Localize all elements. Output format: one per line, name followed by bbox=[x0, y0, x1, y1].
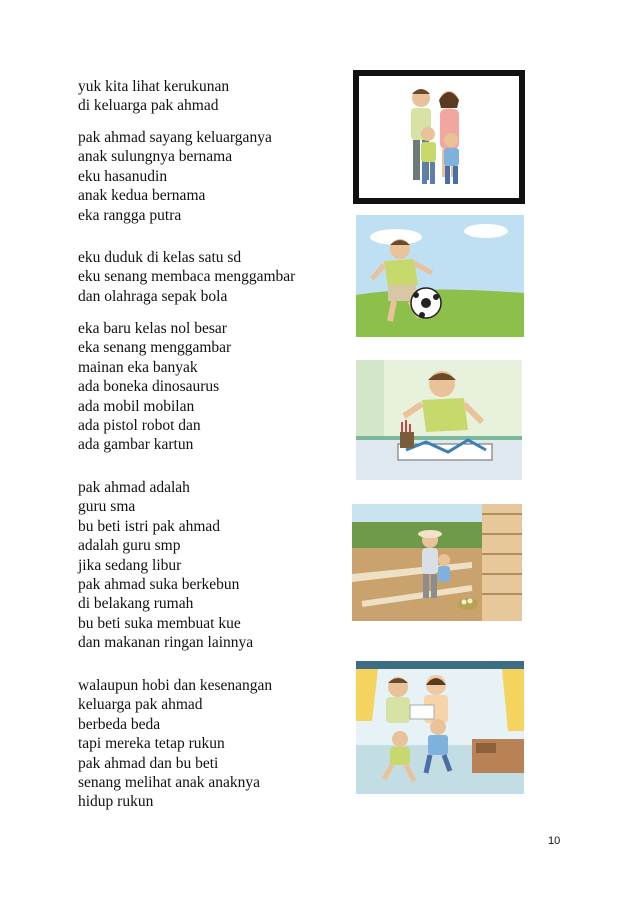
text-line: bu beti istri pak ahmad bbox=[78, 517, 221, 535]
text-line: berbeda beda bbox=[78, 715, 161, 733]
text-line: di keluarga pak ahmad bbox=[78, 97, 219, 115]
text-line: ada pistol robot dan bbox=[78, 417, 201, 435]
text-line: mainan eka banyak bbox=[78, 358, 198, 376]
family-illustration bbox=[353, 70, 525, 204]
text-line: pak ahmad dan bu beti bbox=[78, 754, 219, 772]
text-line: senang melihat anak anaknya bbox=[78, 774, 261, 792]
text-line: eku hasanudin bbox=[78, 167, 168, 185]
text-line: jika sedang libur bbox=[78, 556, 182, 574]
text-line: bu beti suka membuat kue bbox=[78, 614, 241, 632]
football-illustration bbox=[356, 215, 524, 337]
text-line: ada gambar kartun bbox=[78, 436, 194, 454]
stanza-1 bbox=[78, 77, 229, 116]
text-line: keluarga pak ahmad bbox=[78, 696, 203, 714]
text-line: pak ahmad suka berkebun bbox=[78, 576, 240, 594]
text-line: pak ahmad sayang keluarganya bbox=[78, 129, 272, 146]
page-number: 10 bbox=[548, 835, 561, 847]
text-line: eka baru kelas nol besar bbox=[78, 320, 227, 337]
text-line: dan olahraga sepak bola bbox=[78, 287, 228, 305]
text-line: pak ahmad adalah bbox=[78, 479, 190, 496]
living-room-illustration bbox=[356, 661, 524, 794]
text-line: guru sma bbox=[78, 498, 136, 516]
text-line: walaupun hobi dan kesenangan bbox=[78, 677, 273, 694]
stanza-4 bbox=[78, 319, 231, 455]
text-line: anak sulungnya bernama bbox=[78, 148, 233, 166]
text-line: ada boneka dinosaurus bbox=[78, 378, 220, 396]
gardening-illustration bbox=[352, 504, 522, 621]
text-line: di belakang rumah bbox=[78, 595, 194, 613]
text-line: yuk kita lihat kerukunan bbox=[78, 78, 230, 95]
text-line: eka senang menggambar bbox=[78, 339, 232, 357]
text-line: ada mobil mobilan bbox=[78, 397, 195, 415]
text-line: eku duduk di kelas satu sd bbox=[78, 249, 242, 266]
text-line: eku senang membaca menggambar bbox=[78, 268, 296, 286]
text-line: hidup rukun bbox=[78, 793, 154, 811]
text-line: dan makanan ringan lainnya bbox=[78, 634, 254, 652]
text-line: adalah guru smp bbox=[78, 537, 181, 555]
stanza-5 bbox=[78, 478, 253, 653]
text-line: tapi mereka tetap rukun bbox=[78, 735, 225, 753]
text-line: eka rangga putra bbox=[78, 206, 182, 224]
stanza-2 bbox=[78, 128, 272, 225]
stanza-3 bbox=[78, 248, 295, 306]
text-line: anak kedua bernama bbox=[78, 187, 206, 205]
drawing-illustration bbox=[356, 360, 522, 480]
stanza-6 bbox=[78, 676, 272, 812]
